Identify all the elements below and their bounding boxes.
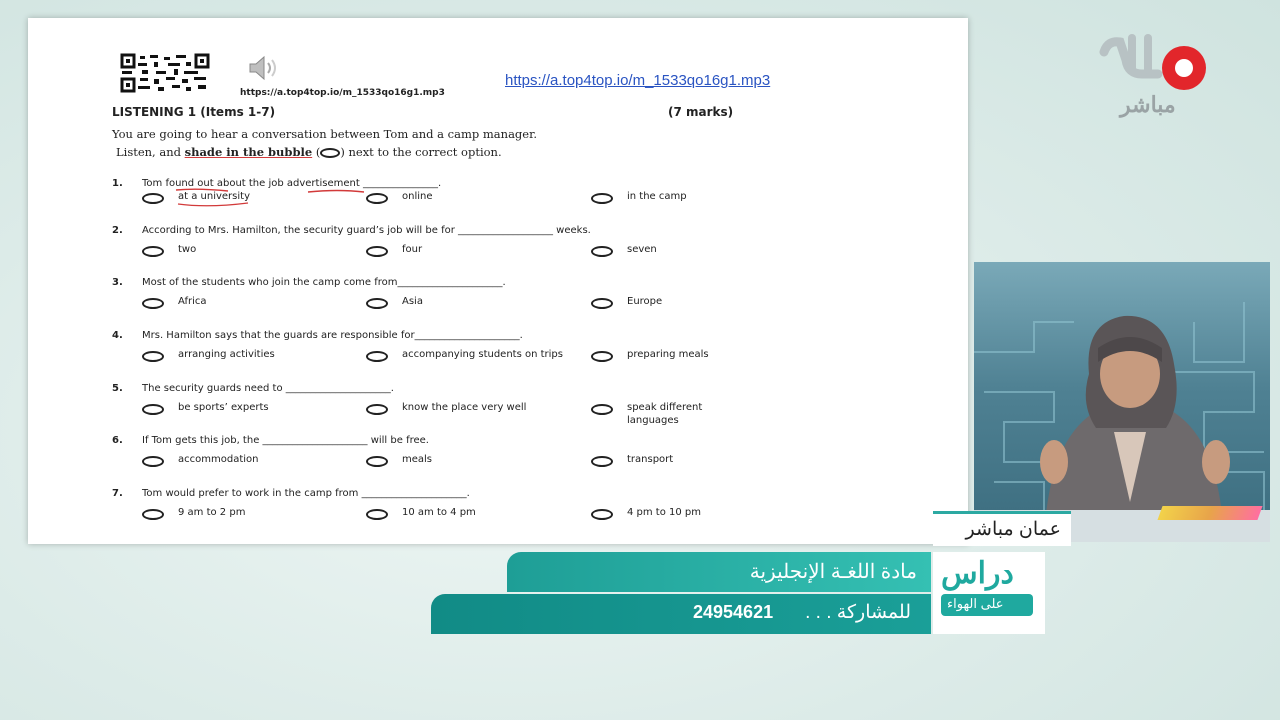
desk-papers [1157, 506, 1262, 520]
qr-code-icon [120, 53, 210, 93]
option-a: Africa [178, 296, 207, 307]
option-a: accommodation [178, 454, 259, 465]
option-a: 9 am to 2 pm [178, 507, 246, 518]
answer-bubble[interactable] [591, 456, 613, 467]
option-b: Asia [402, 296, 423, 307]
answer-bubble[interactable] [366, 351, 388, 362]
oman-logo-icon [1098, 30, 1216, 100]
channel-tag [933, 511, 1071, 546]
answer-bubble[interactable] [142, 404, 164, 415]
option-a: be sports’ experts [178, 402, 269, 413]
answer-bubble[interactable] [591, 246, 613, 257]
question-number: 1. [112, 178, 123, 189]
qr-url-text: https://a.top4top.io/m_1533qo16g1.mp3 [240, 88, 445, 98]
question-stem: If Tom gets this job, the _____________________ will be free. [142, 435, 429, 446]
answer-bubble[interactable] [142, 193, 164, 204]
question-stem: Tom would prefer to work in the camp from _____________________. [142, 488, 470, 499]
question-number: 2. [112, 225, 123, 236]
participation-bar [431, 594, 931, 634]
annotation-scribble [168, 186, 368, 210]
instruction-bold: shade in the bubble [184, 145, 313, 159]
option-c: preparing meals [627, 349, 709, 360]
worksheet-page [28, 18, 968, 544]
listening-heading: LISTENING 1 (Items 1-7) [112, 105, 276, 119]
question-stem: The security guards need to _____________________. [142, 383, 394, 394]
bubble-icon [320, 148, 340, 158]
audio-link[interactable]: https://a.top4top.io/m_1533qo16g1.mp3 [505, 72, 771, 89]
answer-bubble[interactable] [366, 193, 388, 204]
live-label: مباشر [1120, 92, 1176, 117]
answer-bubble[interactable] [366, 246, 388, 257]
question-stem: According to Mrs. Hamilton, the security guard’s job will be for ___________________ weeks. [142, 225, 591, 236]
answer-bubble[interactable] [591, 509, 613, 520]
option-b: four [402, 244, 423, 255]
answer-bubble[interactable] [366, 509, 388, 520]
instruction-text-c: ) next to the correct option. [340, 145, 502, 159]
program-logo [933, 552, 1045, 634]
instruction-text-a: Listen, and [116, 145, 185, 159]
program-logo-subtitle: على الهواء [947, 596, 1004, 611]
option-a: arranging activities [178, 349, 275, 360]
answer-bubble[interactable] [366, 456, 388, 467]
answer-bubble[interactable] [591, 193, 613, 204]
option-c: Europe [627, 296, 663, 307]
instruction-line-1: You are going to hear a conversation between Tom and a camp manager. [112, 127, 537, 141]
answer-bubble[interactable] [142, 298, 164, 309]
option-c: in the camp [627, 191, 687, 202]
answer-bubble[interactable] [142, 456, 164, 467]
phone-number: 24954621 [693, 602, 774, 622]
question-number: 7. [112, 488, 123, 499]
marks-label: (7 marks) [668, 105, 734, 119]
option-c: 4 pm to 10 pm [627, 507, 702, 518]
option-a: two [178, 244, 197, 255]
question-number: 4. [112, 330, 123, 341]
option-b: meals [402, 454, 433, 465]
answer-bubble[interactable] [142, 246, 164, 257]
subject-text: مادة اللغـة الإنجليزية [749, 561, 917, 583]
participation-label: للمشاركة . . . [805, 602, 911, 623]
option-b: 10 am to 4 pm [402, 507, 476, 518]
question-number: 6. [112, 435, 123, 446]
speaker-icon[interactable] [246, 54, 280, 82]
answer-bubble[interactable] [591, 404, 613, 415]
channel-tag-text: عمان مباشر [965, 519, 1061, 540]
question-number: 3. [112, 277, 123, 288]
question-stem: Most of the students who join the camp come from_____________________. [142, 277, 506, 288]
question-stem: Mrs. Hamilton says that the guards are responsible for_____________________. [142, 330, 523, 341]
option-c: speak different languages [627, 402, 703, 426]
oman-channel-logo [1098, 30, 1216, 125]
option-b: accompanying students on trips [402, 349, 563, 360]
presenter-video [974, 262, 1270, 542]
option-b: know the place very well [402, 402, 527, 413]
answer-bubble[interactable] [591, 298, 613, 309]
answer-bubble[interactable] [366, 298, 388, 309]
option-c: seven [627, 244, 657, 255]
question-stem: Tom found out about the job advertisement _______________. [142, 178, 442, 189]
subject-bar [507, 552, 931, 592]
option-a: at a university [178, 191, 250, 202]
answer-bubble[interactable] [591, 351, 613, 362]
instruction-line-2 [116, 145, 502, 159]
answer-bubble[interactable] [366, 404, 388, 415]
instruction-text-b: ( [312, 145, 321, 159]
answer-bubble[interactable] [142, 509, 164, 520]
option-c: transport [627, 454, 674, 465]
option-b: online [402, 191, 433, 202]
question-number: 5. [112, 383, 123, 394]
program-logo-title: دراس [941, 557, 1014, 590]
answer-bubble[interactable] [142, 351, 164, 362]
